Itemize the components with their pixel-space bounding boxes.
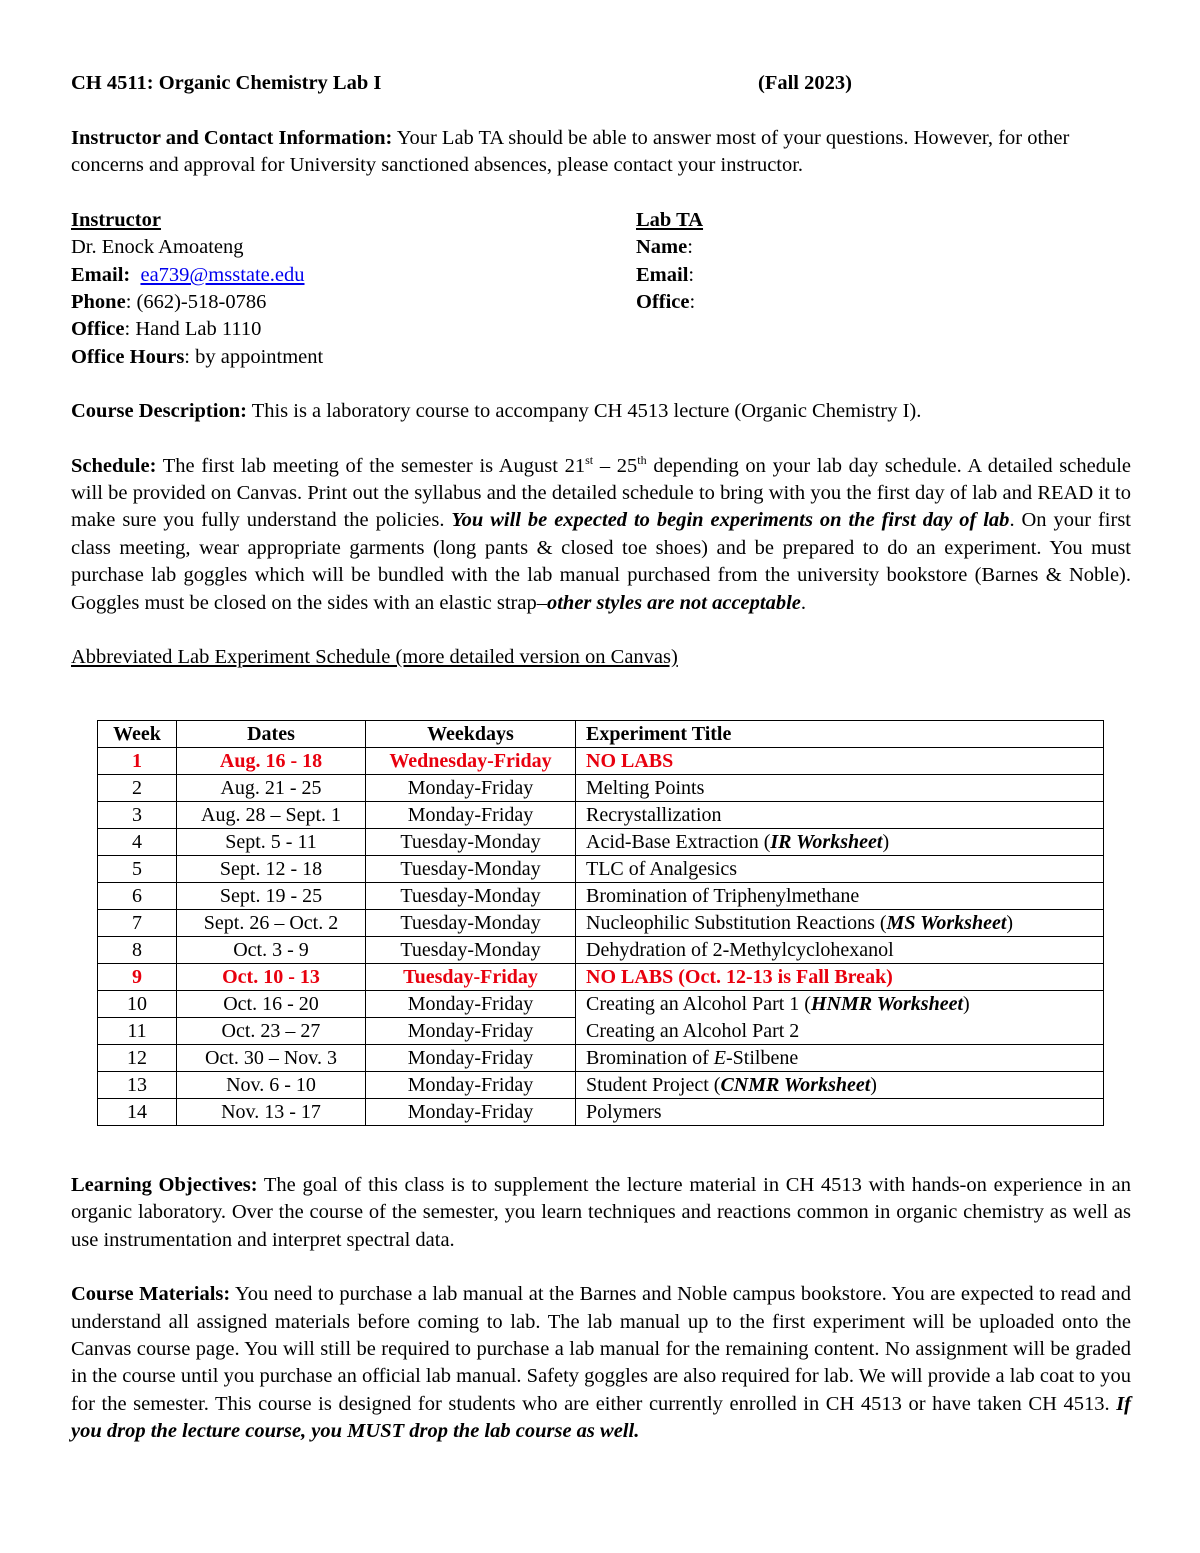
ta-email-value: :	[688, 263, 695, 286]
experiment-title-text: Student Project (	[586, 1074, 721, 1096]
experiment-title-text: Bromination of Triphenylmethane	[586, 885, 860, 907]
cell-experiment-title	[576, 748, 1104, 775]
description-paragraph	[71, 398, 1131, 425]
cell-week: 13	[98, 1072, 177, 1099]
cell-week: 12	[98, 1045, 177, 1072]
cell-weekdays: Tuesday-Monday	[366, 829, 576, 856]
instructor-hours-label: Office Hours	[71, 345, 185, 368]
schedule-sup-2: th	[637, 452, 647, 467]
materials-label: Course Materials:	[71, 1283, 231, 1306]
ta-name-label: Name	[636, 236, 688, 259]
instructor-hours: : by appointment	[184, 345, 324, 368]
cell-week: 5	[98, 856, 177, 883]
experiment-title-text: Nucleophilic Substitution Reactions (	[586, 912, 887, 934]
table-row	[98, 1018, 1104, 1045]
schedule-text-3: depending on your lab day schedule. A detailed schedule will be provided on Canvas. Print out the syllabus and the detailed schedule to bring with you the first day of lab and READ it to make sure you fully understand the policies.	[71, 454, 1132, 532]
cell-week: 3	[98, 802, 177, 829]
cell-dates: Oct. 16 - 20	[177, 991, 366, 1018]
experiment-title-text: Melting Points	[586, 777, 705, 799]
instructor-hours-line	[71, 344, 636, 371]
schedule-text-4: . On your first class meeting, wear appropriate garments (long pants & closed toe shoes) and be prepared to do an experiment. You must purchase lab goggles which will be bundled with the lab manual purchased from the university bookstore (Barnes & Noble). Goggles must be closed on the sides with an elastic strap–	[71, 509, 1132, 614]
experiment-worksheet-note: IR Worksheet	[770, 831, 883, 853]
course-header	[71, 70, 1131, 98]
objectives-label: Learning Objectives:	[71, 1174, 258, 1196]
materials-emphasis: If you drop the lecture course, you MUST drop the lab course as well.	[71, 1392, 1131, 1443]
ta-office-value: :	[689, 291, 696, 314]
cell-dates: Oct. 10 - 13	[177, 964, 366, 991]
cell-weekdays: Tuesday-Monday	[366, 856, 576, 883]
schedule-paragraph	[71, 453, 1131, 617]
header-weekdays: Weekdays	[366, 721, 576, 748]
experiment-title-text: Recrystallization	[586, 804, 722, 826]
ta-heading: Lab TA	[636, 208, 704, 231]
cell-week: 14	[98, 1099, 177, 1126]
ta-email-label: Email	[636, 263, 689, 286]
experiment-title-end: )	[963, 993, 970, 1016]
cell-week: 4	[98, 829, 177, 856]
cell-weekdays: Tuesday-Monday	[366, 937, 576, 964]
cell-dates: Aug. 16 - 18	[177, 748, 366, 775]
cell-experiment-title	[576, 802, 1104, 829]
header-experiment-title: Experiment Title	[576, 721, 1104, 748]
table-body	[98, 748, 1104, 1126]
experiment-title-end: )	[882, 831, 890, 853]
cell-experiment-title	[576, 856, 1104, 883]
cell-experiment-title	[576, 1072, 1104, 1099]
schedule-text-5: .	[800, 591, 807, 614]
cell-week: 7	[98, 910, 177, 937]
cell-weekdays: Monday-Friday	[366, 1018, 576, 1045]
cell-weekdays: Monday-Friday	[366, 775, 576, 802]
cell-weekdays: Monday-Friday	[366, 991, 576, 1018]
instructor-heading: Instructor	[71, 208, 161, 231]
ta-office-label: Office	[636, 291, 690, 314]
cell-experiment-title	[576, 829, 1104, 856]
table-row	[98, 883, 1104, 910]
cell-week: 10	[98, 991, 177, 1018]
table-row	[98, 802, 1104, 829]
experiment-title-text: Bromination of	[586, 1047, 714, 1069]
experiment-worksheet-note: CNMR Worksheet	[720, 1074, 871, 1096]
cell-experiment-title	[576, 991, 1104, 1018]
contact-label: Instructor and Contact Information:	[71, 127, 393, 149]
table-row	[98, 1045, 1104, 1072]
table-row	[98, 748, 1104, 775]
cell-experiment-title	[576, 1045, 1104, 1072]
experiment-title-text: Dehydration of 2-Methylcyclohexanol	[586, 939, 894, 961]
cell-weekdays: Monday-Friday	[366, 1099, 576, 1126]
cell-weekdays: Tuesday-Monday	[366, 883, 576, 910]
cell-experiment-title	[576, 775, 1104, 802]
description-label: Course Description:	[71, 400, 247, 423]
course-title: CH 4511: Organic Chemistry Lab I	[71, 72, 382, 94]
materials-paragraph	[71, 1281, 1131, 1445]
cell-experiment-title	[576, 937, 1104, 964]
instructor-phone: : (662)-518-0786	[125, 291, 267, 314]
cell-week: 1	[98, 748, 177, 775]
cell-dates: Nov. 6 - 10	[177, 1072, 366, 1099]
table-row	[98, 937, 1104, 964]
instructor-office: : Hand Lab 1110	[124, 318, 262, 341]
experiment-title-end: )	[1006, 912, 1014, 934]
cell-dates: Sept. 12 - 18	[177, 856, 366, 883]
cell-dates: Nov. 13 - 17	[177, 1099, 366, 1126]
cell-weekdays: Wednesday-Friday	[366, 748, 576, 775]
cell-weekdays: Monday-Friday	[366, 1072, 576, 1099]
lab-schedule-table	[97, 720, 1104, 1126]
cell-dates: Sept. 19 - 25	[177, 883, 366, 910]
table-row	[98, 991, 1104, 1018]
table-row	[98, 1099, 1104, 1126]
experiment-title-end: )	[870, 1074, 877, 1096]
instructor-phone-line	[71, 289, 636, 316]
experiment-title-text: Acid-Base Extraction (	[586, 831, 771, 853]
cell-dates: Oct. 3 - 9	[177, 937, 366, 964]
header-dates: Dates	[177, 721, 366, 748]
cell-week: 2	[98, 775, 177, 802]
cell-experiment-title	[576, 1099, 1104, 1126]
cell-experiment-title	[576, 883, 1104, 910]
experiment-title-text: TLC of Analgesics	[586, 858, 738, 880]
cell-weekdays: Tuesday-Monday	[366, 910, 576, 937]
schedule-emphasis-2: other styles are not acceptable	[546, 591, 801, 614]
contact-columns	[71, 207, 1131, 371]
schedule-text-2: – 25	[593, 454, 638, 477]
instructor-office-label: Office	[71, 318, 125, 341]
cell-experiment-title	[576, 910, 1104, 937]
table-row	[98, 964, 1104, 991]
table-row	[98, 829, 1104, 856]
table-header-row	[98, 721, 1104, 748]
experiment-worksheet-note: HNMR Worksheet	[810, 993, 964, 1016]
cell-week: 8	[98, 937, 177, 964]
experiment-title-text: Polymers	[586, 1101, 662, 1123]
contact-paragraph	[71, 125, 1131, 180]
contact-text: Your Lab TA should be able to answer most of your questions. However, for other concerns and approval for University sanctioned absences, please contact your instructor.	[71, 127, 1070, 177]
instructor-office-line	[71, 316, 636, 343]
ta-block	[636, 207, 1036, 371]
cell-dates: Oct. 23 – 27	[177, 1018, 366, 1045]
cell-weekdays: Monday-Friday	[366, 802, 576, 829]
experiment-title-text: NO LABS	[586, 750, 674, 772]
ta-name-value: :	[687, 236, 693, 259]
experiment-title-text: NO LABS (Oct. 12-13 is Fall Break)	[586, 966, 893, 988]
cell-week: 11	[98, 1018, 177, 1045]
ta-office-line	[636, 289, 1036, 316]
experiment-worksheet-note: MS Worksheet	[886, 912, 1007, 934]
syllabus-page	[71, 70, 1132, 1443]
instructor-email-line	[71, 262, 636, 289]
materials-text: You need to purchase a lab manual at the Barnes and Noble campus bookstore. You are expected to read and understand all assigned materials before coming to lab. The lab manual up to the first experiment will be uploaded onto the Canvas course page. You will still be required to purchase a lab manual for the remaining content. No assignment will be graded in the course until you purchase an official lab manual. Safety goggles are also required for lab. We will provide a lab coat to you for the semester. This course is designed for students who are either currently enrolled in CH 4513 or have taken CH 4513.	[71, 1283, 1132, 1415]
cell-week: 9	[98, 964, 177, 991]
table-row	[98, 775, 1104, 802]
instructor-block	[71, 207, 636, 371]
lower-section	[71, 1172, 1131, 1446]
table-caption: Abbreviated Lab Experiment Schedule (more detailed version on Canvas)	[71, 646, 678, 669]
ta-email-line	[636, 262, 1036, 289]
header-week: Week	[98, 721, 177, 748]
instructor-email-link[interactable]: ea739@msstate.edu	[140, 263, 305, 286]
cell-dates: Sept. 5 - 11	[177, 829, 366, 856]
description-text: This is a laboratory course to accompany CH 4513 lecture (Organic Chemistry I).	[246, 400, 922, 423]
experiment-title-text: Creating an Alcohol Part 1 (	[586, 993, 811, 1016]
cell-dates: Aug. 21 - 25	[177, 775, 366, 802]
objectives-paragraph	[71, 1172, 1131, 1254]
experiment-italic-prefix: E	[713, 1047, 726, 1069]
schedule-sup-1: st	[585, 452, 594, 467]
instructor-email-label: Email:	[71, 263, 131, 286]
experiment-title-end: -Stilbene	[725, 1047, 799, 1069]
table-row	[98, 856, 1104, 883]
cell-weekdays: Tuesday-Friday	[366, 964, 576, 991]
experiment-title-text: Creating an Alcohol Part 2	[586, 1019, 800, 1042]
cell-dates: Aug. 28 – Sept. 1	[177, 802, 366, 829]
instructor-name: Dr. Enock Amoateng	[71, 236, 244, 259]
cell-experiment-title	[576, 964, 1104, 991]
cell-experiment-title	[576, 1018, 1104, 1045]
objectives-text: The goal of this class is to supplement the lecture material in CH 4513 with hands-on experience in an organic laboratory. Over the course of the semester, you learn techniques and reactions common in organic chemistry as well as use instrumentation and interpret spectral data.	[71, 1174, 1131, 1251]
cell-dates: Sept. 26 – Oct. 2	[177, 910, 366, 937]
course-term: (Fall 2023)	[758, 72, 852, 94]
cell-week: 6	[98, 883, 177, 910]
cell-weekdays: Monday-Friday	[366, 1045, 576, 1072]
schedule-emphasis-1: You will be expected to begin experiments on the first day of lab	[451, 509, 1010, 532]
cell-dates: Oct. 30 – Nov. 3	[177, 1045, 366, 1072]
table-row	[98, 910, 1104, 937]
instructor-phone-label: Phone	[71, 291, 126, 314]
ta-name-line	[636, 234, 1036, 261]
table-row	[98, 1072, 1104, 1099]
schedule-label: Schedule:	[71, 454, 157, 477]
schedule-text-1: The first lab meeting of the semester is August 21	[156, 454, 586, 477]
